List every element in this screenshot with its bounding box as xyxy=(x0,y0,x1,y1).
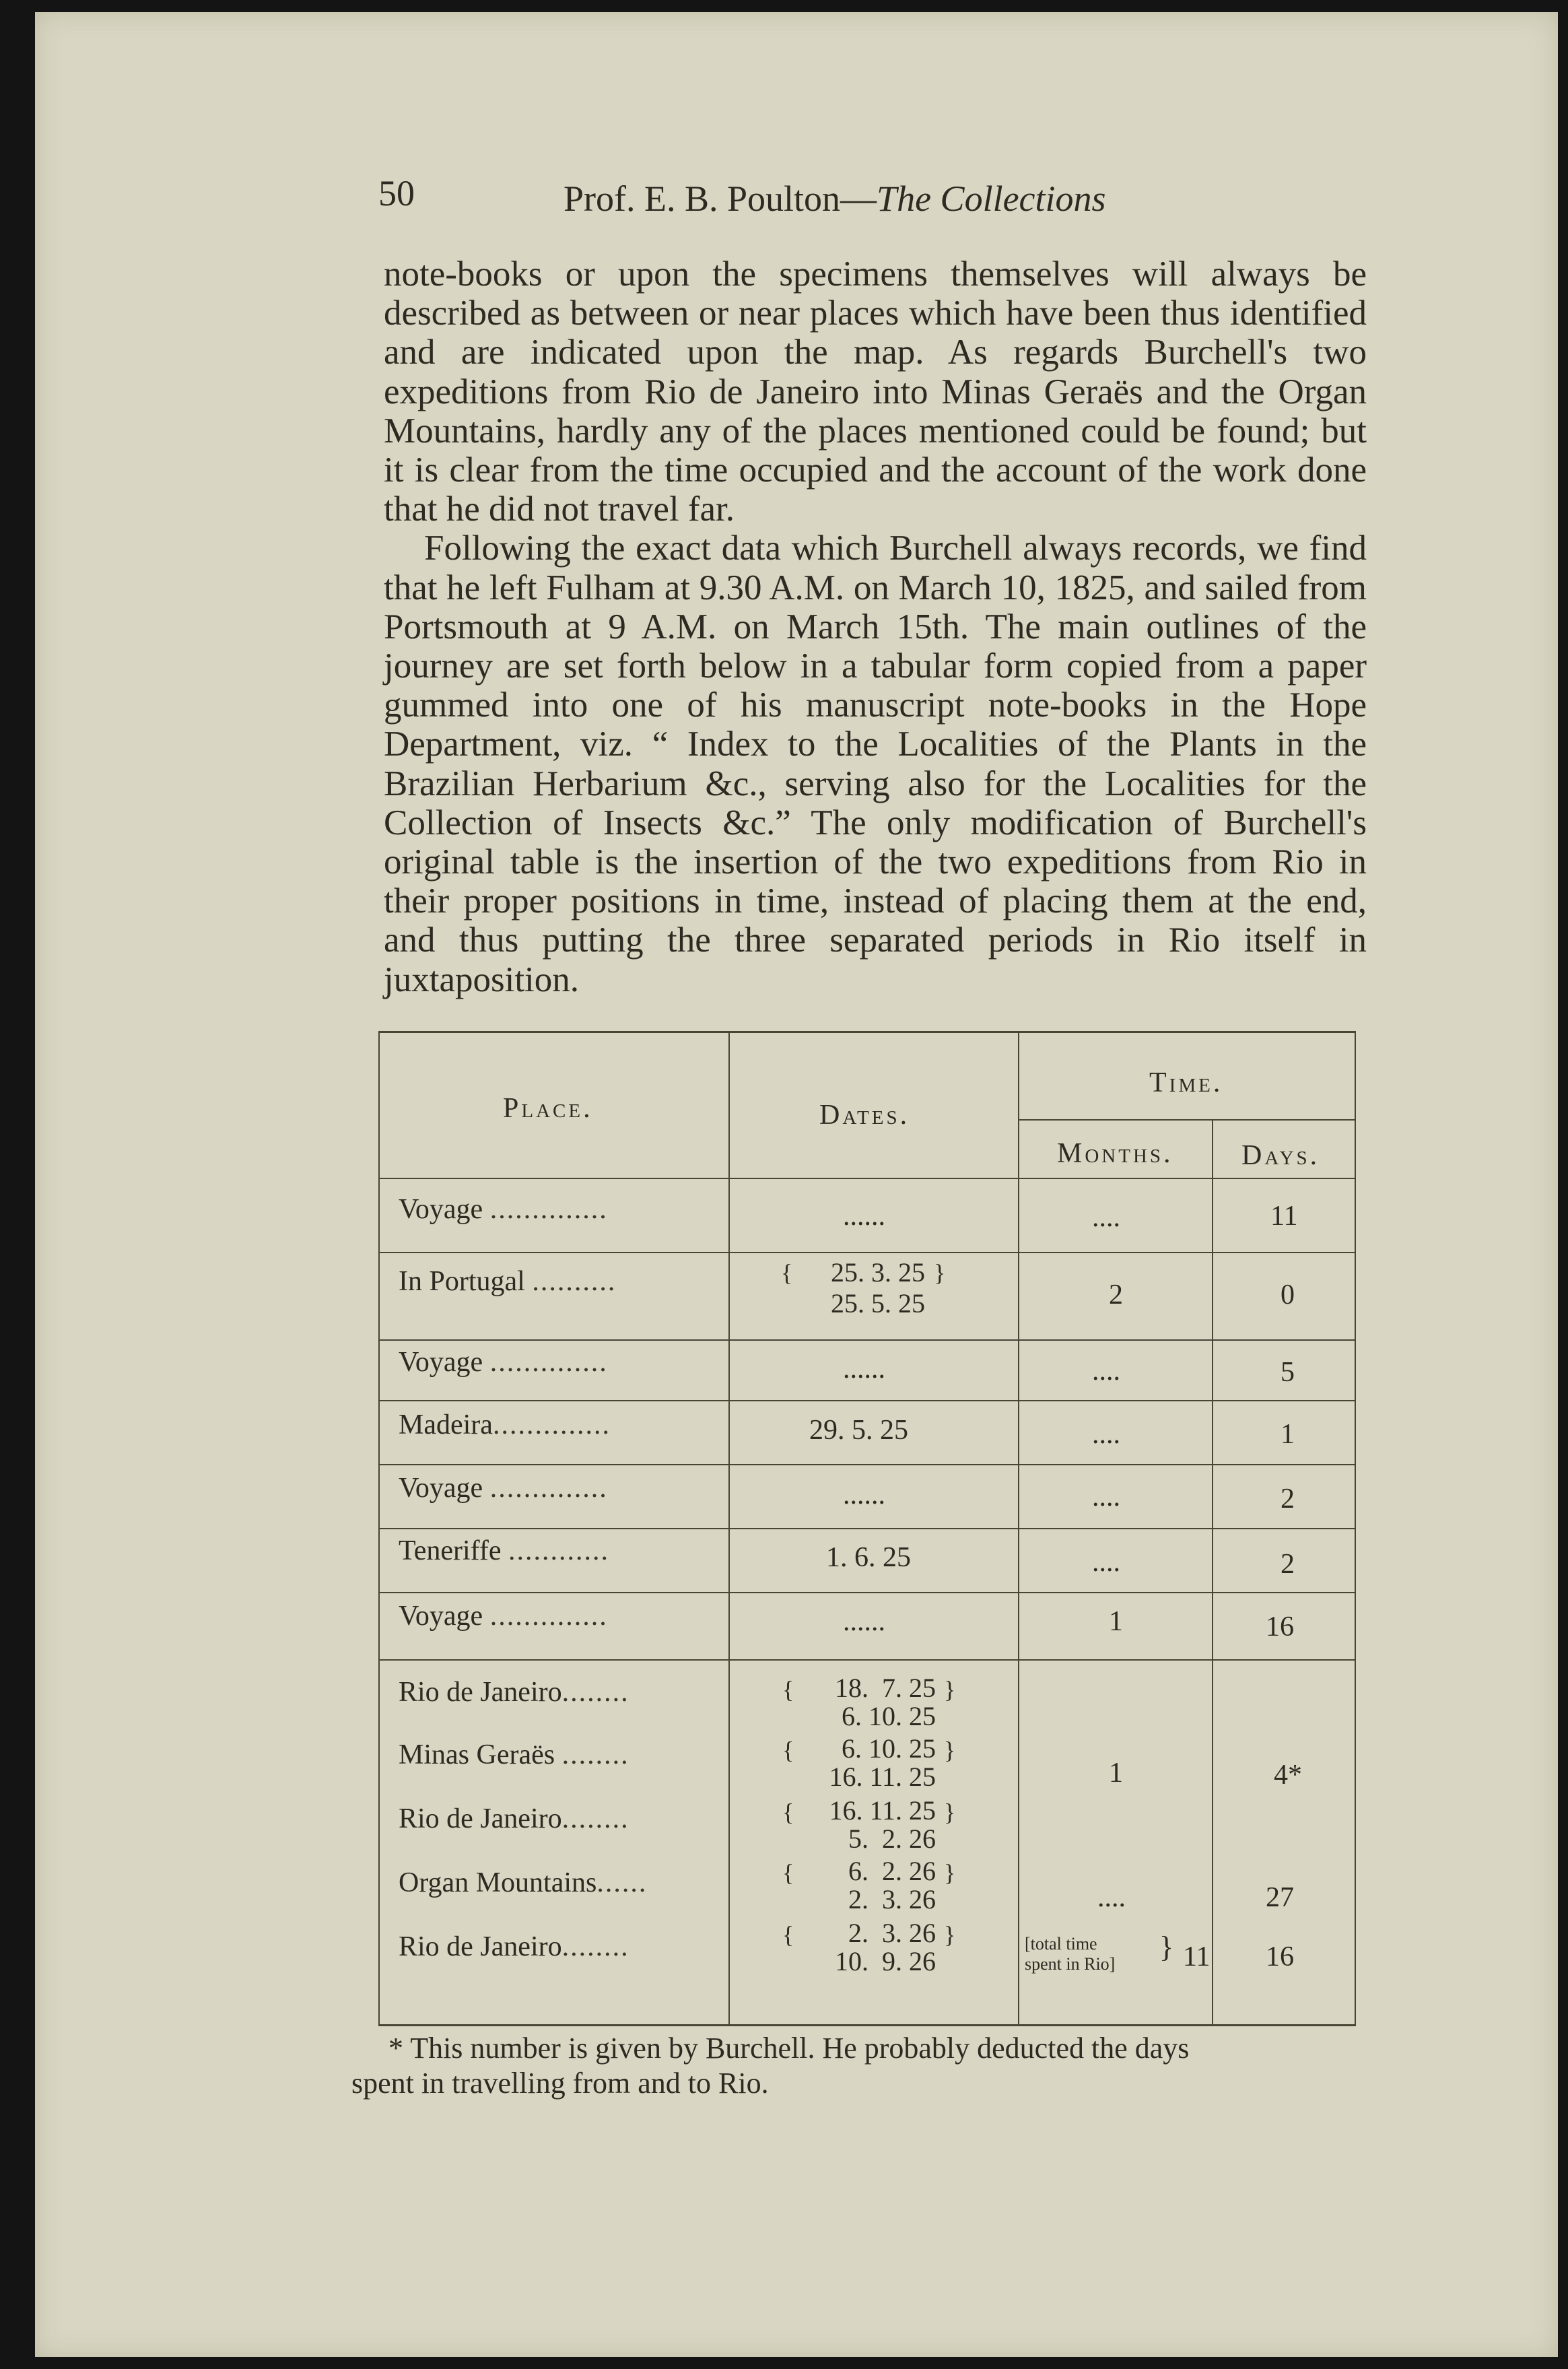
table-rule xyxy=(378,1528,1356,1529)
table-row-place xyxy=(399,1409,611,1441)
table-row-dates: ...... xyxy=(843,1201,885,1232)
table-row-months: .... xyxy=(1092,1481,1120,1512)
place-label: Voyage xyxy=(399,1194,483,1225)
leader-dots: ........ xyxy=(561,1931,629,1962)
table-row-date-to: 10. 9. 26 xyxy=(835,1946,936,1976)
table-row-months: .... xyxy=(1092,1547,1120,1578)
rio-group-days: 4* xyxy=(1274,1760,1302,1791)
place-label: Minas Geraës xyxy=(399,1739,555,1770)
table-row-place xyxy=(399,1803,629,1835)
table-row-months: 1 xyxy=(1109,1606,1123,1637)
table-row-place xyxy=(399,1535,609,1567)
table-rule xyxy=(378,1339,1356,1341)
table-rule xyxy=(378,1592,1356,1593)
place-label: Voyage xyxy=(399,1601,483,1632)
brace-glyph: { xyxy=(782,1737,794,1764)
body-text xyxy=(384,255,1367,999)
table-row-days: 1 xyxy=(1281,1419,1295,1450)
table-row-date-to: 16. 11. 25 xyxy=(829,1762,936,1792)
place-label: Teneriffe xyxy=(399,1535,502,1566)
running-title xyxy=(564,178,1106,220)
table-rule xyxy=(378,1659,1356,1661)
total-months: 11 xyxy=(1183,1941,1211,1972)
table-row-date-to: 2. 3. 26 xyxy=(842,1884,936,1914)
table-row-place xyxy=(399,1931,629,1963)
table-row-days: 0 xyxy=(1281,1279,1295,1310)
brace-glyph: { xyxy=(782,1921,794,1948)
note-line: spent in Rio] xyxy=(1025,1954,1116,1974)
place-label: Rio de Janeiro xyxy=(399,1931,562,1962)
table-row-months: .... xyxy=(1092,1419,1120,1450)
leader-dots: .............. xyxy=(489,1194,608,1225)
brace-glyph: } xyxy=(944,1737,956,1764)
place-label: Rio de Janeiro xyxy=(399,1803,562,1834)
table-row-date-from: 16. 11. 25 xyxy=(829,1795,936,1826)
place-label: Voyage xyxy=(399,1347,483,1378)
table-row-dates: ...... xyxy=(843,1354,885,1384)
brace-glyph: } xyxy=(1159,1931,1174,1964)
table-rule xyxy=(378,1252,1356,1253)
table-row-days: 2 xyxy=(1281,1483,1295,1514)
header-place: Place. xyxy=(503,1093,593,1124)
brace-glyph: { xyxy=(782,1676,794,1703)
table-row-place xyxy=(399,1867,647,1899)
place-label: In Portugal xyxy=(399,1266,525,1297)
page-number: 50 xyxy=(378,173,415,213)
table-rule xyxy=(378,1400,1356,1401)
total-days: 16 xyxy=(1266,1941,1294,1972)
footnote xyxy=(351,2031,1361,2101)
table-row-days: 2 xyxy=(1281,1549,1295,1580)
table-row-days: 5 xyxy=(1281,1357,1295,1388)
table-row-place xyxy=(399,1739,629,1771)
table-row-date-from: 25. 3. 25 xyxy=(831,1257,925,1288)
table-row-place xyxy=(399,1600,608,1632)
leader-dots: ............ xyxy=(508,1535,610,1566)
table-row-date-to: 5. 2. 26 xyxy=(842,1824,936,1854)
table-rule xyxy=(1212,1119,1213,2024)
leader-dots: ........ xyxy=(561,1739,629,1770)
table-row-months: .... xyxy=(1092,1356,1120,1387)
place-label: Madeira xyxy=(399,1409,493,1440)
header-months: Months. xyxy=(1057,1138,1173,1169)
table-rule xyxy=(378,1178,1356,1179)
total-time-note xyxy=(1025,1931,1174,1974)
table-row-date-from: 18. 7. 25 xyxy=(835,1673,936,1703)
leader-dots: ........ xyxy=(561,1803,629,1834)
table-row-dates: 1. 6. 25 xyxy=(826,1542,911,1573)
book-page xyxy=(35,12,1558,2357)
table-rule xyxy=(378,1464,1356,1465)
table-row-place xyxy=(399,1472,608,1504)
place-label: Organ Mountains xyxy=(399,1867,597,1898)
table-row-dates: ...... xyxy=(843,1606,885,1637)
leader-dots: .............. xyxy=(489,1473,608,1504)
table-row-dates: ...... xyxy=(843,1479,885,1510)
table-row-days: 11 xyxy=(1270,1201,1298,1232)
running-title-author: Prof. E. B. Poulton— xyxy=(564,178,877,219)
table-row-date-to: 25. 5. 25 xyxy=(831,1288,925,1319)
table-row-date-from: 6. 10. 25 xyxy=(835,1733,936,1764)
header-days: Days. xyxy=(1241,1140,1320,1171)
table-row-months: 2 xyxy=(1109,1279,1123,1310)
table-row-place xyxy=(399,1265,616,1298)
table-row-days: 16 xyxy=(1266,1611,1294,1642)
brace-glyph: { xyxy=(782,1859,794,1886)
brace-glyph: } xyxy=(944,1921,956,1948)
table-row-months: .... xyxy=(1092,1202,1120,1233)
brace-glyph: } xyxy=(934,1259,946,1286)
header-time: Time. xyxy=(1149,1067,1223,1098)
leader-dots: .......... xyxy=(532,1266,617,1297)
leader-dots: ...... xyxy=(596,1867,648,1898)
place-label: Voyage xyxy=(399,1473,483,1504)
paragraph: Following the exact data which Burchell always records, we find that he left Fulham at 9.30 A.M. on March 10, 1825, and sailed from Portsmouth at 9 A.M. on March 15th. The main outlines of the journey are set forth below in a tabular form copied from a paper gummed into one of his manuscript note-books in the Hope Department, viz. “ Index to the Localities of the Plants in the Brazilian Herbarium &c., serving also for the Localities for the Collection of Insects &c.” The only modification of Burchell's original table is the insertion of the two expeditions from Rio in their proper positions in time, instead of placing them at the end, and thus putting the three separated periods in Rio itself in juxtaposition. xyxy=(384,529,1367,999)
table-row-place xyxy=(399,1346,608,1378)
brace-glyph: { xyxy=(782,1799,794,1826)
organ-days: 27 xyxy=(1266,1882,1294,1913)
rio-group-months: 1 xyxy=(1109,1758,1123,1789)
table-row-date-from: 2. 3. 26 xyxy=(842,1918,936,1948)
leader-dots: ........ xyxy=(561,1677,629,1708)
leader-dots: .............. xyxy=(489,1347,608,1378)
note-line: [total time xyxy=(1025,1934,1097,1954)
header-dates: Dates. xyxy=(819,1100,910,1131)
table-row-date-from: 6. 2. 26 xyxy=(842,1856,936,1886)
running-title-italic: The Collections xyxy=(877,178,1106,219)
table-rule xyxy=(1018,1119,1355,1121)
footnote-line: * This number is given by Burchell. He probably deducted the days xyxy=(388,2032,1190,2065)
leader-dots: .............. xyxy=(492,1409,611,1440)
table-row-date-to: 6. 10. 25 xyxy=(835,1701,936,1731)
brace-glyph: } xyxy=(944,1676,956,1703)
paragraph: note-books or upon the specimens themselves will always be described as between or near places which have been thus identified and are indicated upon the map. As regards Burchell's two expeditions from Rio de Janeiro into Minas Geraës and the Organ Mountains, hardly any of the places mentioned could be found; but it is clear from the time occupied and the account of the work done that he did not travel far. xyxy=(384,255,1367,529)
brace-glyph: } xyxy=(944,1859,956,1886)
leader-dots: .............. xyxy=(489,1601,608,1632)
place-label: Rio de Janeiro xyxy=(399,1677,562,1708)
table-row-place xyxy=(399,1193,608,1226)
brace-glyph: { xyxy=(781,1259,793,1286)
itinerary-table xyxy=(378,1031,1356,2026)
table-row-place xyxy=(399,1676,629,1708)
organ-months: .... xyxy=(1097,1882,1126,1913)
running-head xyxy=(378,172,1200,226)
brace-glyph: } xyxy=(944,1799,956,1826)
footnote-line: spent in travelling from and to Rio. xyxy=(351,2067,769,2100)
table-row-dates: 29. 5. 25 xyxy=(809,1415,908,1446)
